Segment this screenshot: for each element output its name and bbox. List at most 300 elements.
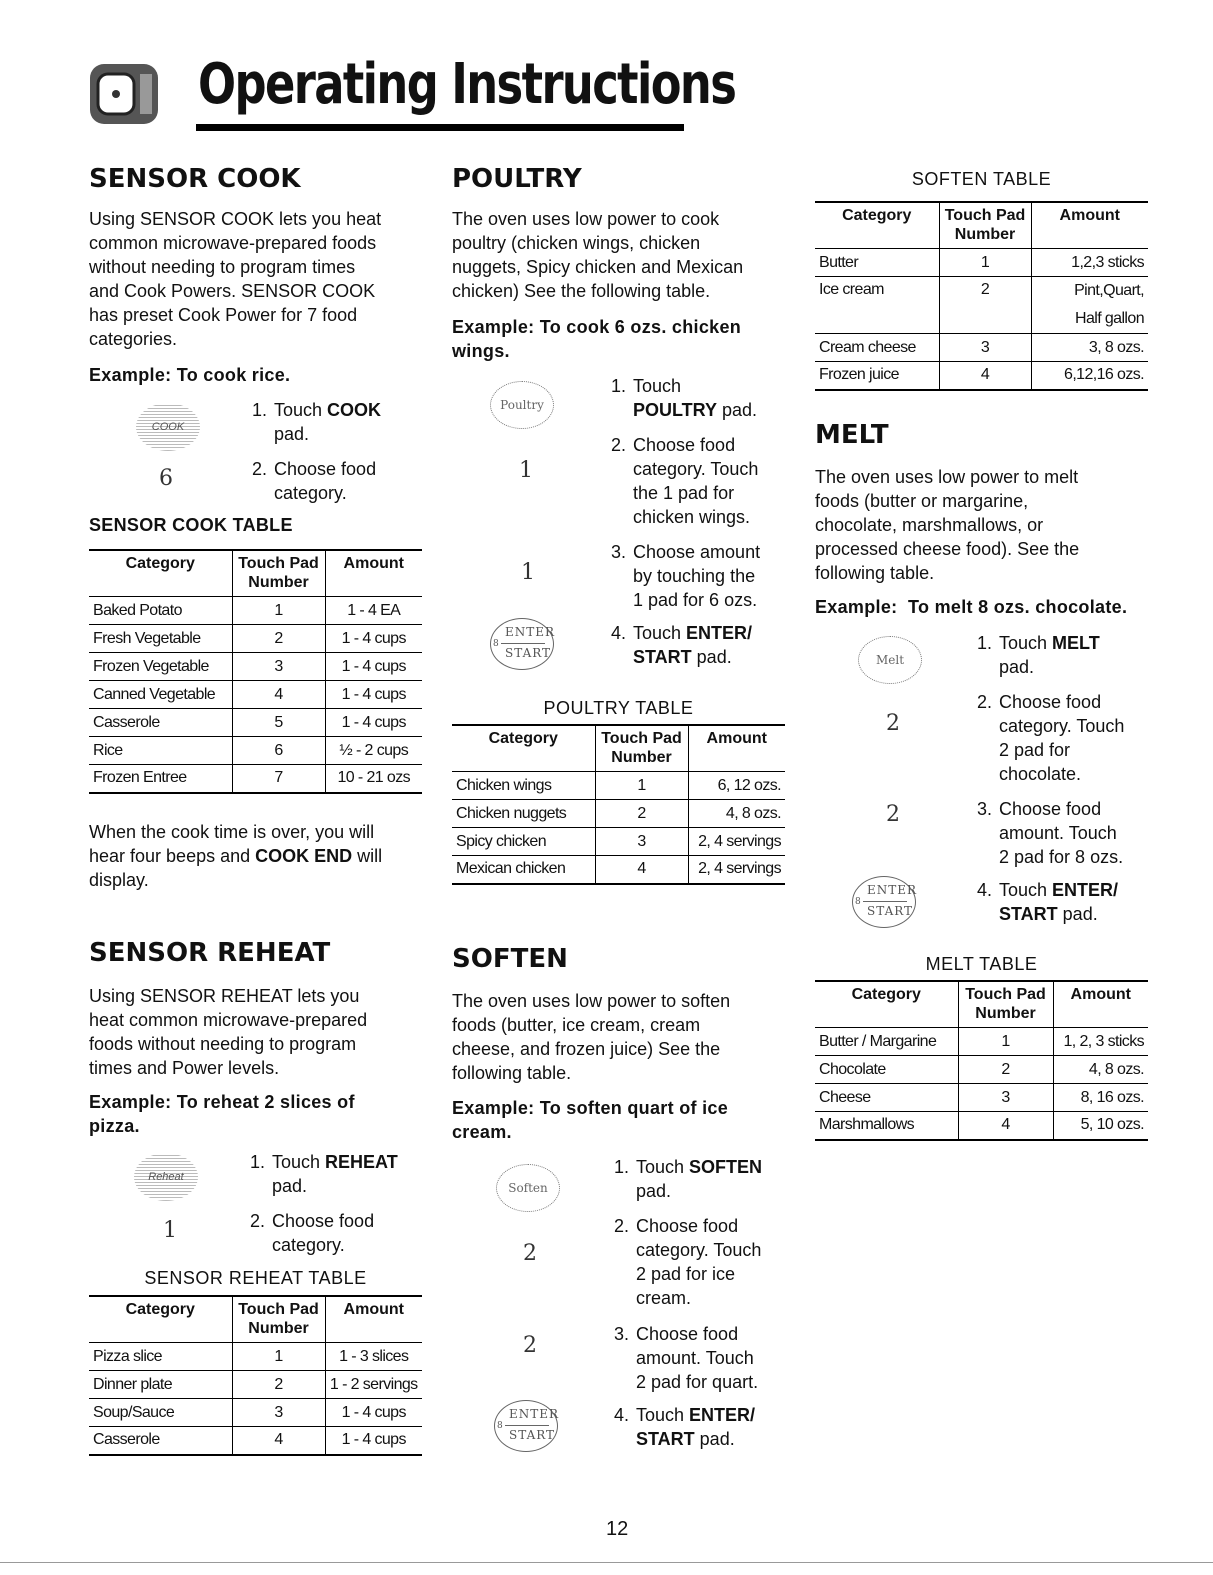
- step-text: by touching the: [633, 566, 756, 586]
- step-number: 4.: [611, 623, 627, 643]
- table-row: [89, 1427, 422, 1455]
- step-number: 1.: [977, 633, 993, 653]
- intro-line: The oven uses low power to cook: [452, 209, 720, 229]
- example-heading: Example: To cook rice.: [89, 365, 291, 385]
- pad-label: ENTER: [867, 883, 918, 897]
- cell-amount: 1 - 2 servings: [325, 1371, 422, 1399]
- header-line: Number: [248, 574, 309, 591]
- cell-category: Rice: [89, 737, 232, 765]
- cell-category: Mexican chicken: [452, 856, 595, 884]
- step-1: [252, 398, 432, 446]
- step-text: pad.: [1057, 904, 1098, 924]
- table-row: [815, 362, 1148, 390]
- example-line: Example: To soften quart of ice: [452, 1098, 729, 1118]
- example-heading: Example: To melt 8 ozs. chocolate.: [815, 597, 1128, 617]
- step-number: 4.: [977, 880, 993, 900]
- cell-amount: 4, 8 ozs.: [688, 800, 785, 828]
- section-title: POULTRY: [452, 164, 582, 194]
- col-header-category: Category: [815, 202, 939, 249]
- table-title: MELT TABLE: [925, 954, 1038, 974]
- step-text: pad.: [636, 1181, 672, 1201]
- step-number: 1.: [611, 376, 627, 396]
- table-row: [89, 625, 422, 653]
- cell-category: Casserole: [89, 709, 232, 737]
- step-text: chicken wings.: [633, 507, 751, 527]
- col-header-touch-pad: [595, 725, 688, 772]
- step-number: 2.: [977, 692, 993, 712]
- pad-divider: [863, 901, 907, 902]
- intro-line: nuggets, Spicy chicken and Mexican: [452, 257, 744, 277]
- step-number: 2.: [611, 435, 627, 455]
- step-2: [977, 690, 1157, 786]
- table-row: [452, 828, 785, 856]
- step-pad-name: REHEAT: [325, 1152, 398, 1172]
- intro-line: without needing to program times: [89, 257, 356, 277]
- header-line: Number: [975, 1005, 1036, 1022]
- cell-amount: 3, 8 ozs.: [1031, 334, 1148, 362]
- step-pad-name: COOK: [327, 400, 382, 420]
- step-pad-name: ENTER/: [686, 623, 753, 643]
- cell-category: Soup/Sauce: [89, 1399, 232, 1427]
- cell-amount: 1 - 4 cups: [325, 653, 422, 681]
- step-text: Choose food: [636, 1216, 739, 1236]
- step-text: Choose food: [633, 435, 736, 455]
- step-text: Choose food: [636, 1324, 739, 1344]
- step-3: [977, 797, 1157, 869]
- cell-category: Frozen Vegetable: [89, 653, 232, 681]
- pad-dot: 8: [497, 1421, 503, 1431]
- step-pad-name: START: [633, 647, 692, 667]
- sensor-cook-outro: [89, 820, 429, 892]
- digit-pad-icon: 6: [159, 466, 173, 491]
- cell-pad: 1: [939, 249, 1031, 277]
- cell-pad: 7: [232, 765, 325, 793]
- digit-pad-icon: 2: [523, 1241, 537, 1266]
- table-row: [452, 856, 785, 884]
- section-title: SOFTEN: [452, 944, 568, 974]
- header-line: Touch Pad: [965, 986, 1046, 1003]
- col-header-amount: Amount: [325, 1296, 422, 1343]
- cell-category: Cream cheese: [815, 334, 939, 362]
- outro-text: will: [352, 846, 383, 866]
- pad-label: START: [509, 1428, 556, 1442]
- soften-intro: [452, 989, 797, 1085]
- cell-amount: 1 - 4 EA: [325, 597, 422, 625]
- pad-dot: 8: [855, 897, 861, 907]
- intro-line: and Cook Powers. SENSOR COOK: [89, 281, 376, 301]
- cell-pad: 3: [232, 653, 325, 681]
- sensor-reheat-intro: [89, 984, 429, 1080]
- cell-pad: 3: [939, 334, 1031, 362]
- step-text: Touch: [274, 400, 328, 420]
- cell-category: Fresh Vegetable: [89, 625, 232, 653]
- intro-line: foods (butter or margarine,: [815, 491, 1029, 511]
- step-pad-name: MELT: [1052, 633, 1100, 653]
- header-line: Touch Pad: [238, 1301, 319, 1318]
- table-row: [815, 1056, 1148, 1084]
- step-pad-name: POULTRY: [633, 400, 717, 420]
- step-text: Choose food: [999, 799, 1102, 819]
- digit-pad-icon: 2: [886, 802, 900, 827]
- example-line: wings.: [452, 341, 510, 361]
- cook-pad-icon: [136, 403, 200, 451]
- step-text: Choose amount: [633, 542, 761, 562]
- cell-amount: 10 - 21 ozs: [325, 765, 422, 793]
- table-row: [89, 1343, 422, 1371]
- cell-amount: 2, 4 servings: [688, 828, 785, 856]
- cell-amount: 8, 16 ozs.: [1053, 1084, 1148, 1112]
- pad-label: Poultry: [500, 398, 544, 412]
- page-header: [88, 52, 736, 132]
- table-row: [89, 765, 422, 793]
- header-line: Number: [611, 749, 672, 766]
- header-line: Number: [248, 1320, 309, 1337]
- pad-label: ENTER: [505, 625, 556, 639]
- cell-category: Frozen Entree: [89, 765, 232, 793]
- intro-line: Using SENSOR COOK lets you heat: [89, 209, 382, 229]
- step-text: 2 pad for 8 ozs.: [999, 847, 1124, 867]
- col-header-amount: Amount: [1053, 981, 1148, 1028]
- intro-line: Using SENSOR REHEAT lets you: [89, 986, 360, 1006]
- cell-category: Marshmallows: [815, 1112, 958, 1140]
- header-line: Touch Pad: [238, 555, 319, 572]
- enter-start-pad-icon: [852, 876, 916, 928]
- cell-pad: 1: [958, 1028, 1053, 1056]
- intro-line: heat common microwave-prepared: [89, 1010, 368, 1030]
- cell-amount: ½ - 2 cups: [325, 737, 422, 765]
- step-pad-name: ENTER/: [1052, 880, 1119, 900]
- col-header-amount: Amount: [688, 725, 785, 772]
- digit-pad-icon: 1: [163, 1218, 177, 1243]
- intro-line: foods (butter, ice cream, cream: [452, 1015, 701, 1035]
- header-line: Number: [954, 226, 1016, 243]
- cell-category: Baked Potato: [89, 597, 232, 625]
- table-row: [815, 249, 1148, 277]
- cell-pad: 4: [232, 681, 325, 709]
- digit-pad-icon: 1: [521, 560, 535, 585]
- cell-category: Ice cream: [815, 277, 939, 334]
- cell-pad: 2: [939, 277, 1031, 334]
- step-text: Touch: [272, 1152, 326, 1172]
- table-row: [89, 597, 422, 625]
- step-text: pad.: [272, 1176, 308, 1196]
- step-text: amount. Touch: [636, 1348, 754, 1368]
- cell-amount: 1 - 3 slices: [325, 1343, 422, 1371]
- sensor-cook-table: [89, 549, 422, 794]
- soften-pad-icon: [496, 1164, 560, 1212]
- step-text: Touch: [636, 1157, 690, 1177]
- cell-pad: 4: [939, 362, 1031, 390]
- poultry-table: [452, 724, 785, 885]
- step-text: the 1 pad for: [633, 483, 735, 503]
- table-row: [452, 772, 785, 800]
- step-number: 3.: [977, 799, 993, 819]
- header-line: Touch Pad: [601, 730, 682, 747]
- cell-amount: 1 - 4 cups: [325, 681, 422, 709]
- table-row: [815, 1028, 1148, 1056]
- table-row: [89, 709, 422, 737]
- poultry-pad-icon: [490, 381, 554, 429]
- page-title: Operating Instructions: [198, 52, 736, 117]
- intro-line: categories.: [89, 329, 178, 349]
- step-pad-name: START: [636, 1429, 695, 1449]
- bottom-divider: [0, 1562, 1213, 1563]
- intro-line: cheese, and frozen juice) See the: [452, 1039, 721, 1059]
- example-line: Example: To reheat 2 slices of: [89, 1092, 355, 1112]
- sensor-reheat-table: [89, 1295, 422, 1456]
- example-heading: [452, 315, 741, 363]
- table-title: POULTRY TABLE: [543, 698, 694, 718]
- outro-line: When the cook time is over, you will: [89, 822, 375, 842]
- example-heading: [452, 1096, 728, 1144]
- table-row: [89, 737, 422, 765]
- step-1: [977, 631, 1157, 679]
- table-title: SENSOR COOK TABLE: [89, 515, 293, 535]
- example-heading: [89, 1090, 355, 1138]
- step-pad-name: SOFTEN: [689, 1157, 763, 1177]
- pad-label: START: [867, 904, 914, 918]
- outro-text: hear four beeps and: [89, 846, 256, 866]
- example-line: cream.: [452, 1122, 512, 1142]
- amount-line: Half gallon: [1074, 310, 1144, 327]
- step-4: [614, 1403, 794, 1451]
- cell-category: Chicken nuggets: [452, 800, 595, 828]
- cell-pad: 6: [232, 737, 325, 765]
- step-text: category. Touch: [999, 716, 1125, 736]
- intro-line: chocolate, marshmallows, or: [815, 515, 1044, 535]
- step-number: 1.: [614, 1157, 630, 1177]
- step-text: pad.: [999, 657, 1035, 677]
- step-number: 3.: [611, 542, 627, 562]
- col-header-category: Category: [815, 981, 958, 1028]
- step-number: 2.: [614, 1216, 630, 1236]
- table-row: [815, 277, 1148, 334]
- example-line: Example: To cook 6 ozs. chicken: [452, 317, 742, 337]
- cell-pad: 4: [595, 856, 688, 884]
- step-pad-name: START: [999, 904, 1058, 924]
- cell-amount: 4, 8 ozs.: [1053, 1056, 1148, 1084]
- intro-line: The oven uses low power to melt: [815, 467, 1079, 487]
- step-text: category.: [272, 1235, 345, 1255]
- intro-line: processed cheese food). See the: [815, 539, 1080, 559]
- cell-category: Spicy chicken: [452, 828, 595, 856]
- step-2: [250, 1209, 430, 1257]
- table-row: [89, 1371, 422, 1399]
- cell-category: Chicken wings: [452, 772, 595, 800]
- cell-category: Casserole: [89, 1427, 232, 1455]
- cell-category: Chocolate: [815, 1056, 958, 1084]
- step-text: 1 pad for 6 ozs.: [633, 590, 758, 610]
- step-text: chocolate.: [999, 764, 1082, 784]
- cell-amount: 6,12,16 ozs.: [1031, 362, 1148, 390]
- col-header-touch-pad: [939, 202, 1031, 249]
- outro-line: display.: [89, 870, 149, 890]
- outro-line: [89, 844, 429, 868]
- intro-line: foods without needing to program: [89, 1034, 357, 1054]
- digit-pad-icon: 2: [523, 1333, 537, 1358]
- cell-category: Butter / Margarine: [815, 1028, 958, 1056]
- col-header-touch-pad: [232, 1296, 325, 1343]
- step-2: [252, 457, 432, 505]
- section-title: MELT: [815, 420, 889, 450]
- intro-line: common microwave-prepared foods: [89, 233, 377, 253]
- step-text: Touch: [633, 623, 687, 643]
- cell-category: Pizza slice: [89, 1343, 232, 1371]
- cell-pad: 1: [232, 1343, 325, 1371]
- step-text: pad.: [274, 424, 310, 444]
- enter-start-pad-icon: [494, 1400, 558, 1452]
- col-header-category: Category: [452, 725, 595, 772]
- step-text: pad.: [694, 1429, 735, 1449]
- sensor-cook-section: [89, 164, 301, 194]
- col-header-category: Category: [89, 550, 232, 597]
- example-line: pizza.: [89, 1116, 140, 1136]
- digit-pad-icon: 1: [519, 458, 533, 483]
- cell-amount: 1 - 4 cups: [325, 625, 422, 653]
- pad-dot: 8: [493, 639, 499, 649]
- section-title: SENSOR REHEAT: [89, 938, 331, 968]
- sensor-cook-intro: [89, 207, 429, 351]
- step-1: [250, 1150, 430, 1198]
- cell-amount: 5, 10 ozs.: [1053, 1112, 1148, 1140]
- step-number: 3.: [614, 1324, 630, 1344]
- col-header-touch-pad: [958, 981, 1053, 1028]
- step-1: [611, 374, 791, 422]
- cell-category: Cheese: [815, 1084, 958, 1112]
- step-2: [611, 433, 791, 529]
- melt-table: [815, 980, 1148, 1141]
- page-number: 12: [606, 1518, 629, 1540]
- step-text: 2 pad for ice: [636, 1264, 736, 1284]
- intro-line: chicken) See the following table.: [452, 281, 711, 301]
- cell-pad: 2: [232, 625, 325, 653]
- step-text: Touch: [999, 880, 1053, 900]
- intro-line: poultry (chicken wings, chicken: [452, 233, 701, 253]
- step-number: 1.: [252, 400, 268, 420]
- enter-start-pad-icon: [490, 618, 554, 670]
- table-row: [815, 1112, 1148, 1140]
- step-text: 2 pad for quart.: [636, 1372, 759, 1392]
- col-header-amount: Amount: [325, 550, 422, 597]
- pad-label: START: [505, 646, 552, 660]
- soften-table: [815, 201, 1148, 391]
- step-text: 2 pad for: [999, 740, 1071, 760]
- step-text: pad.: [717, 400, 758, 420]
- cell-amount: 6, 12 ozs.: [688, 772, 785, 800]
- cell-amount: 1,2,3 sticks: [1031, 249, 1148, 277]
- col-header-category: Category: [89, 1296, 232, 1343]
- intro-line: times and Power levels.: [89, 1058, 280, 1078]
- header-line: Touch Pad: [944, 207, 1026, 224]
- step-text: Touch: [999, 633, 1053, 653]
- table-row: [89, 653, 422, 681]
- table-row: [815, 334, 1148, 362]
- step-number: 4.: [614, 1405, 630, 1425]
- cell-pad: 4: [958, 1112, 1053, 1140]
- step-text: category.: [274, 483, 347, 503]
- step-2: [614, 1214, 794, 1310]
- step-pad-name: ENTER/: [689, 1405, 756, 1425]
- table-row: [452, 800, 785, 828]
- cell-category: Dinner plate: [89, 1371, 232, 1399]
- section-title: SENSOR COOK: [89, 164, 301, 194]
- step-text: category. Touch: [633, 459, 759, 479]
- digit-pad-icon: 2: [886, 711, 900, 736]
- cell-pad: 3: [595, 828, 688, 856]
- table-title: SOFTEN TABLE: [911, 169, 1052, 189]
- intro-line: has preset Cook Power for 7 food: [89, 305, 358, 325]
- cell-category: Frozen juice: [815, 362, 939, 390]
- step-text: amount. Touch: [999, 823, 1117, 843]
- step-number: 1.: [250, 1152, 266, 1172]
- step-number: 2.: [252, 459, 268, 479]
- cell-amount: [1031, 277, 1148, 334]
- cell-pad: 5: [232, 709, 325, 737]
- cell-category: Canned Vegetable: [89, 681, 232, 709]
- cell-category: Butter: [815, 249, 939, 277]
- microwave-icon: [88, 60, 160, 128]
- melt-intro: [815, 465, 1160, 585]
- cell-pad: 1: [232, 597, 325, 625]
- step-number: 2.: [250, 1211, 266, 1231]
- step-text: Touch: [633, 376, 682, 396]
- cell-pad: 1: [595, 772, 688, 800]
- outro-bold: COOK END: [255, 846, 353, 866]
- step-3: [614, 1322, 794, 1394]
- pad-divider: [501, 643, 545, 644]
- cell-amount: 1 - 4 cups: [325, 1399, 422, 1427]
- pad-divider: [505, 1425, 549, 1426]
- pad-label: COOK: [151, 421, 185, 433]
- table-row: [89, 1399, 422, 1427]
- cell-amount: 1 - 4 cups: [325, 1427, 422, 1455]
- melt-pad-icon: [858, 636, 922, 684]
- amount-line: Pint,Quart,: [1074, 282, 1144, 299]
- pad-label: Reheat: [148, 1171, 184, 1183]
- cell-pad: 2: [232, 1371, 325, 1399]
- step-text: Choose food: [999, 692, 1102, 712]
- step-text: Touch: [636, 1405, 690, 1425]
- step-text: pad.: [691, 647, 732, 667]
- cell-pad: 3: [958, 1084, 1053, 1112]
- col-header-touch-pad: [232, 550, 325, 597]
- cell-pad: 2: [595, 800, 688, 828]
- step-1: [614, 1155, 794, 1203]
- step-text: Choose food: [274, 459, 377, 479]
- cell-pad: 2: [958, 1056, 1053, 1084]
- step-text: Choose food: [272, 1211, 375, 1231]
- step-4: [977, 878, 1157, 926]
- intro-line: The oven uses low power to soften: [452, 991, 731, 1011]
- table-row: [89, 681, 422, 709]
- step-text: category. Touch: [636, 1240, 762, 1260]
- poultry-intro: [452, 207, 797, 303]
- col-header-amount: Amount: [1031, 202, 1148, 249]
- intro-line: following table.: [815, 563, 935, 583]
- table-row: [815, 1084, 1148, 1112]
- reheat-pad-icon: [134, 1153, 198, 1201]
- cell-pad: 4: [232, 1427, 325, 1455]
- cell-amount: 1 - 4 cups: [325, 709, 422, 737]
- cell-amount: 1, 2, 3 sticks: [1053, 1028, 1148, 1056]
- pad-label: Soften: [508, 1181, 548, 1195]
- step-3: [611, 540, 791, 612]
- title-underline: [196, 124, 684, 131]
- cell-amount: 2, 4 servings: [688, 856, 785, 884]
- step-4: [611, 621, 791, 669]
- pad-label: Melt: [875, 653, 905, 667]
- step-text: cream.: [636, 1288, 692, 1308]
